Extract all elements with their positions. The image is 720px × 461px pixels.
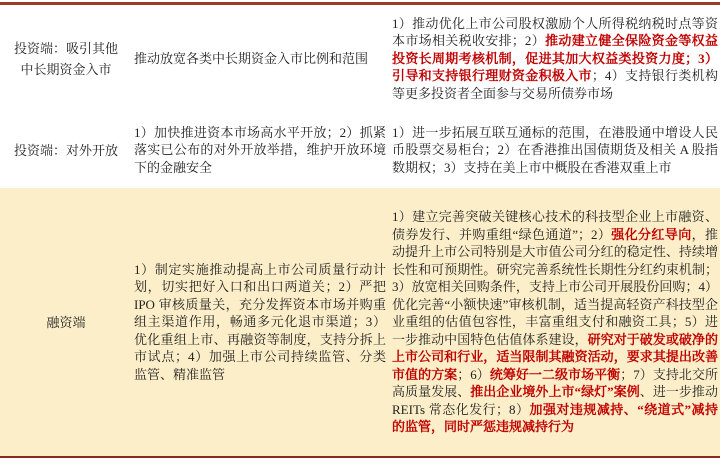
plain-text: 1）建立完善突破关键核心技术的科技型企业上市融资、债券发行、并购重组“绿色通道”；2） bbox=[392, 209, 718, 242]
plain-text: 1）进一步拓展互联互通标的范围，在港股通中增设人民币股票交易柜台；2）在香港推出国债期货及相关 A 股指数期权；3）支持在美上市中概股在香港双重上市 bbox=[392, 124, 718, 175]
table-row-investment-opening-up bbox=[0, 112, 720, 188]
detail-cell bbox=[392, 208, 718, 436]
highlighted-text: 推动建立健全保险资金等权益投资长周期考核机制，促进其加大权益类投资力度；3）引导和支持银行理财资金积极入市 bbox=[392, 33, 718, 84]
measure-cell bbox=[134, 50, 386, 68]
detail-cell bbox=[392, 15, 718, 103]
highlighted-text: 强化分红导向 bbox=[611, 226, 692, 242]
highlighted-text: 统筹好一二级市场平衡 bbox=[489, 366, 621, 382]
table-bottom-rule bbox=[0, 456, 720, 458]
category-cell: 投资端：吸引其他中长期资金入市 bbox=[13, 40, 118, 77]
measure-cell bbox=[134, 261, 386, 384]
highlighted-text: 推出企业境外上市“绿灯”案例 bbox=[470, 384, 640, 400]
plain-text: ；7）支持北交所高质量发展、 bbox=[392, 366, 718, 400]
plain-text: 1）推动优化上市公司股权激励个人所得税纳税时点等资本市场相关税收安排；2） bbox=[392, 15, 718, 49]
plain-text: 、进一步推动 REITs 常态化发行；8） bbox=[392, 384, 718, 417]
plain-text: ；6） bbox=[457, 366, 490, 382]
table-row-financing bbox=[0, 188, 720, 456]
plain-text: 推动放宽各类中长期资金入市比例和范围 bbox=[134, 50, 369, 66]
highlighted-text: 研究对于破发或破净的上市公司和行业，适当限制其融资活动，要求其提出改善市值的方案 bbox=[392, 331, 718, 382]
plain-text: 1）加快推进资本市场高水平开放；2）抓紧落实已公布的对外开放举措，维护开放环境下的金融安全 bbox=[134, 124, 386, 175]
plain-text: ；4）支持银行类机构等更多投资者全面参与交易所债券市场 bbox=[392, 68, 718, 101]
plain-text: ，推动提升上市公司特别是大市值公司分红的稳定性、持续增长性和可预期性。研究完善系统性长期性分红约束机制；3）放宽相关回购条件，支持上市公司开展股份回购；4）优化完善“小额快速”审核机制，适当提高轻资产科技型企业重组的估值包容性，丰富重组支付和融资工具；5）进一步推动中国特色估值体系建设， bbox=[392, 226, 718, 347]
highlighted-text: 加强对违规减持、“绕道式”减持的监管，同时严惩违规减持行为 bbox=[392, 401, 718, 435]
category-cell: 融资端 bbox=[46, 314, 86, 330]
measure-cell bbox=[134, 124, 386, 177]
table-row-investment-longterm-funds bbox=[0, 5, 720, 112]
detail-cell bbox=[392, 124, 718, 177]
plain-text: 1）制定实施推动提高上市公司质量行动计划，切实把好入口和出口两道关；2）严把 IPO 审核质量关，充分发挥资本市场并购重组主渠道作用，畅通多元化退市渠道；3）优化重组上市、再融资等制度，支持分拆上市试点；4）加强上市公司持续监管、分类监管、精准监管 bbox=[134, 261, 386, 382]
category-cell: 投资端：对外开放 bbox=[13, 142, 118, 158]
